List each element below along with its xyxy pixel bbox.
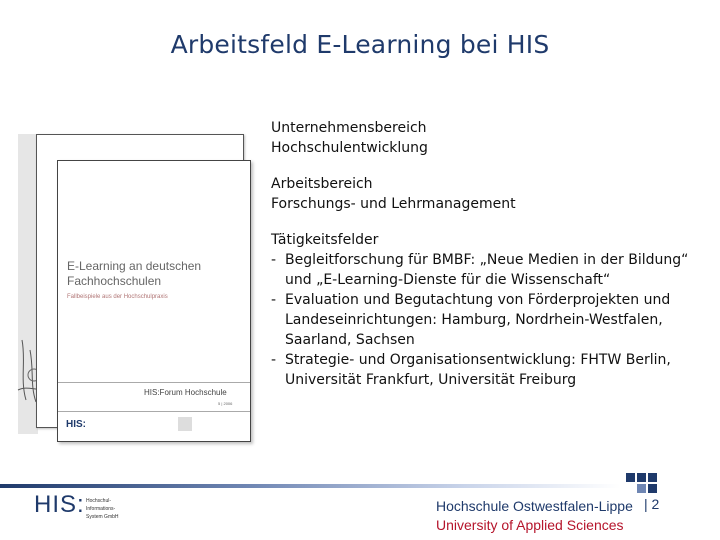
brochure-issue: 5 | 2006 [218, 401, 233, 406]
dot [648, 484, 657, 493]
brochure-divider [58, 382, 250, 383]
unit-label: Unternehmensbereich [271, 120, 427, 136]
partner-logo [436, 497, 633, 535]
brochure-heading-line1: E-Learning an deutschen [67, 259, 202, 273]
bullet-dash: - [271, 352, 277, 368]
brochure-heading [67, 259, 245, 289]
fields-block [271, 230, 711, 390]
list-item: - Evaluation und Begutachtung von Förderprojekten und Landeseinrichtungen: Hamburg, Nordrhein-Westfalen, Saarland, Sachsen [271, 292, 671, 348]
brochure-heading-line2: Fachhochschulen [67, 274, 162, 288]
unit-value: Hochschulentwicklung [271, 140, 428, 156]
brochure-front-cover [57, 160, 251, 442]
brochure-series: HIS:Forum Hochschule [144, 388, 227, 397]
dot [637, 484, 646, 493]
footer-divider [0, 484, 620, 488]
his-description: Hochschul- Informations- System GmbH [86, 498, 119, 520]
fields-list [271, 250, 711, 390]
his-logo: HIS: [34, 491, 85, 518]
unit-block [271, 118, 711, 158]
dot [637, 473, 646, 482]
area-value: Forschungs- und Lehrmanagement [271, 196, 516, 212]
brochure-divider-bottom [58, 411, 250, 412]
content-block [271, 118, 711, 406]
brochure-his-logo: HIS: [66, 419, 86, 430]
dot [648, 473, 657, 482]
fields-label: Tätigkeitsfelder [271, 232, 379, 248]
slide-title: Arbeitsfeld E-Learning bei HIS [170, 30, 550, 59]
brochure-seal-icon [178, 417, 192, 431]
dot [626, 473, 635, 482]
area-label: Arbeitsbereich [271, 176, 373, 192]
area-block [271, 174, 711, 214]
page-number: | 2 [644, 496, 660, 512]
partner-name: Hochschule Ostwestfalen-Lippe [436, 498, 633, 514]
list-item: - Begleitforschung für BMBF: „Neue Medien in der Bildung“ und „E-Learning-Dienste für die Wissenschaft“ [271, 252, 689, 288]
brochure-subtitle: Fallbeispiele aus der Hochschulpraxis [67, 294, 168, 300]
partner-subtitle: University of Applied Sciences [436, 517, 624, 533]
bullet-dash: - [271, 252, 277, 268]
list-item: - Strategie- und Organisationsentwicklung: FHTW Berlin, Universität Frankfurt, Universität Freiburg [271, 352, 671, 388]
bullet-dash: - [271, 292, 277, 308]
